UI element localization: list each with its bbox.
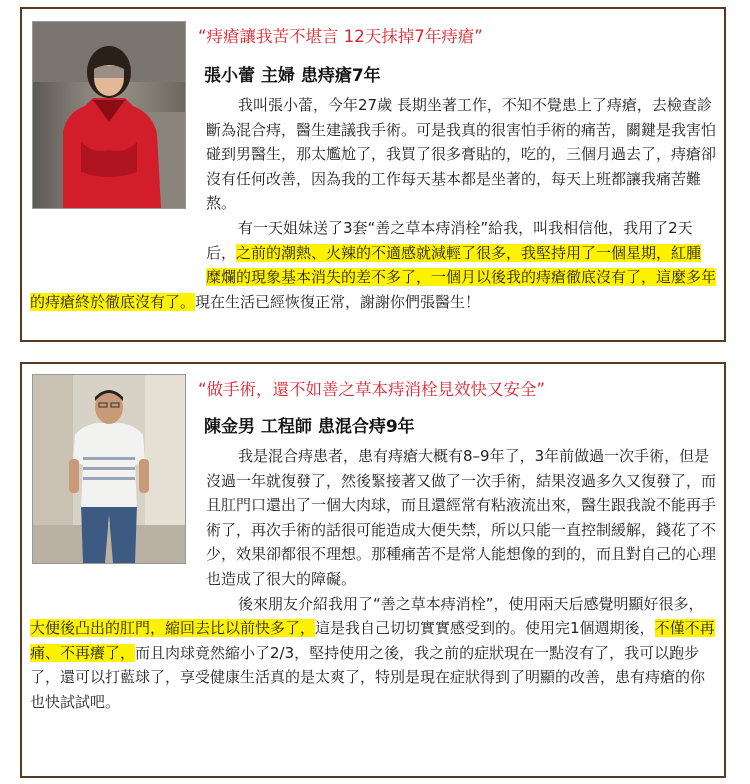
testimonial-body	[30, 93, 716, 314]
paragraph-1: 我叫張小蕾，今年27歲 長期坐著工作，不知不覺患上了痔瘡，去檢查診斷為混合痔，醫生建議我手術。可是我真的很害怕手術的痛苦，關鍵是我害怕碰到男醫生，那太尷尬了，我買了很多膏貼的，吃的，三個月過去了，痔瘡卻沒有任何改善，因為我的工作每天基本都是坐著的，每天上班都讓我痛苦難熬。	[206, 96, 717, 213]
paragraph-1: 我是混合痔患者，患有痔瘡大概有8–9年了，3年前做過一次手術，但是沒過一年就復發了，然後緊接著又做了一次手術，結果沒過多久又復發了，而且肛門口還出了一個大肉球，而且還經常有粘液流出來，醫生跟我說不能再手術了，再次手術的話很可能造成大便失禁，所以只能一直控制緩解，錢花了不少，效果卻都很不理想。那種痛苦不是常人能想像的到的，而且對自己的心理也造成了很大的障礙。	[206, 447, 717, 588]
testimonial-card-1	[20, 7, 726, 342]
highlighted-text-2: 不僅不再痛、不再癢了，	[30, 619, 715, 662]
patient-name-title: 張小蕾 主婦 患痔瘡7年	[204, 66, 381, 86]
patient-name-title: 陳金男 工程師 患混合痔9年	[204, 417, 415, 437]
quote-headline: “做手術，還不如善之草本痔消栓見效快又安全”	[198, 380, 546, 399]
paragraph-2: 有一天姐妹送了3套“善之草本痔消栓”給我，叫我相信他，我用了2天后，之前的潮熱、火辣的不適感就減輕了很多，我堅持用了一個星期，紅腫糜爛的現象基本消失的差不多了，一個月以後我的痔瘡徹底沒有了，這麼多年的痔瘡終於徹底沒有了。現在生活已經恢復正常，謝謝你們張醫生！	[30, 218, 717, 311]
highlighted-text: 之前的潮熱、火辣的不適感就減輕了很多，我堅持用了一個星期，紅腫糜爛的現象基本消失的差不多了，一個月以後我的痔瘡徹底沒有了，這麼多年的痔瘡終於徹底沒有了。	[30, 243, 717, 311]
testimonial-body	[30, 444, 716, 715]
highlighted-text-1: 大便後凸出的肛門，縮回去比以前快多了，	[30, 619, 316, 638]
quote-headline: “痔瘡讓我苦不堪言 12天抹掉7年痔瘡”	[198, 27, 483, 46]
testimonial-card-2	[20, 362, 726, 778]
paragraph-2: 後來朋友介紹我用了“善之草本痔消栓”，使用兩天后感覺明顯好很多，大便後凸出的肛門，縮回去比以前快多了，這是我自己切切實實感受到的。使用完1個週期後，不僅不再痛、不再癢了，而且肉球竟然縮小了2/3，堅持使用之後，我之前的症狀現在一點沒有了，我可以跑步了，還可以打藍球了，享受健康生活真的是太爽了，特別是現在症狀得到了明顯的改善，患有痔瘡的你也快試試吧。	[30, 594, 715, 711]
